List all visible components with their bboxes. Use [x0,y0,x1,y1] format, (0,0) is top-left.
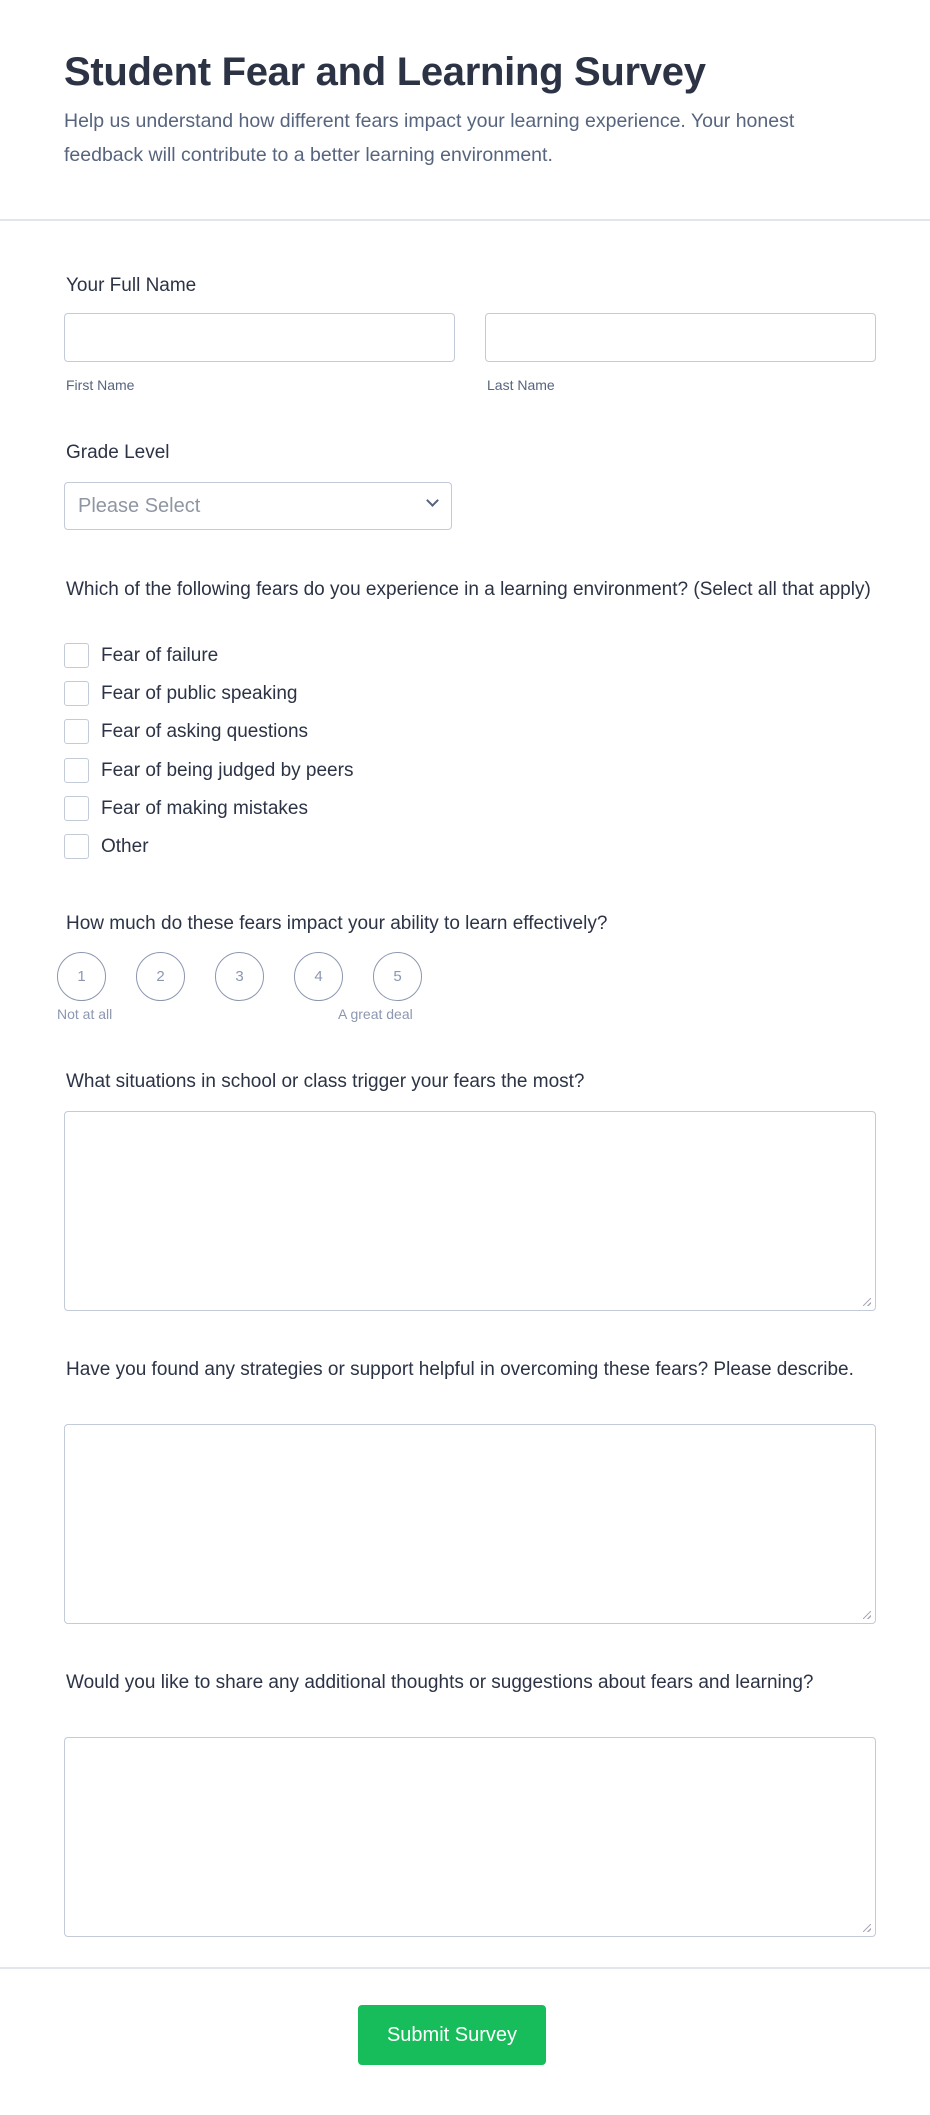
impact-question-label: How much do these fears impact your ability to learn effectively? [66,913,608,934]
rating-option-5[interactable]: 5 [373,952,422,1001]
rating-option-1[interactable]: 1 [57,952,106,1001]
grade-level-placeholder: Please Select [78,494,201,517]
fears-question-label: Which of the following fears do you experience in a learning environment? (Select all that apply) [66,579,871,600]
checkbox[interactable] [64,643,89,668]
checkbox-label: Other [101,835,149,857]
checkbox[interactable] [64,834,89,859]
footer-divider [0,1967,930,1969]
rating-option-4[interactable]: 4 [294,952,343,1001]
page-description: Help us understand how different fears impact your learning experience. Your honest feedback will contribute to a better learning environment. [64,110,795,166]
rating-option-2[interactable]: 2 [136,952,185,1001]
checkbox-label: Fear of failure [101,644,219,666]
checkbox-fear-of-making-mistakes[interactable] [64,796,308,821]
checkbox-label: Fear of asking questions [101,720,309,742]
checkbox-other[interactable] [64,834,149,859]
grade-level-label: Grade Level [66,442,170,463]
rating-option-3[interactable]: 3 [215,952,264,1001]
chevron-down-icon [426,494,439,507]
last-name-sublabel: Last Name [487,377,555,393]
checkbox-label: Fear of being judged by peers [101,759,354,781]
checkbox-fear-of-being-judged[interactable] [64,758,353,783]
header-divider [0,219,930,221]
checkbox[interactable] [64,719,89,744]
submit-survey-button[interactable]: Submit Survey [358,2005,546,2065]
additional-question-label: Would you like to share any additional thoughts or suggestions about fears and learning? [66,1672,814,1693]
checkbox-fear-of-failure[interactable] [64,643,218,668]
resize-handle-icon[interactable] [863,1298,871,1306]
grade-level-select[interactable] [64,482,452,530]
situations-question-label: What situations in school or class trigger your fears the most? [66,1071,585,1092]
rating-max-label: A great deal [338,1006,413,1022]
checkbox-label: Fear of making mistakes [101,797,308,819]
resize-handle-icon[interactable] [863,1924,871,1932]
checkbox[interactable] [64,796,89,821]
strategies-textarea[interactable] [64,1424,876,1624]
first-name-input[interactable] [64,313,455,362]
page-title: Student Fear and Learning Survey [64,50,706,94]
checkbox-label: Fear of public speaking [101,682,298,704]
situations-textarea[interactable] [64,1111,876,1311]
checkbox[interactable] [64,758,89,783]
resize-handle-icon[interactable] [863,1611,871,1619]
strategies-question-label: Have you found any strategies or support helpful in overcoming these fears? Please describe. [66,1359,854,1380]
additional-textarea[interactable] [64,1737,876,1937]
rating-min-label: Not at all [57,1006,113,1022]
last-name-input[interactable] [485,313,876,362]
full-name-label: Your Full Name [66,275,197,296]
first-name-sublabel: First Name [66,377,135,393]
checkbox-fear-of-public-speaking[interactable] [64,681,297,706]
checkbox-fear-of-asking-questions[interactable] [64,719,308,744]
checkbox[interactable] [64,681,89,706]
